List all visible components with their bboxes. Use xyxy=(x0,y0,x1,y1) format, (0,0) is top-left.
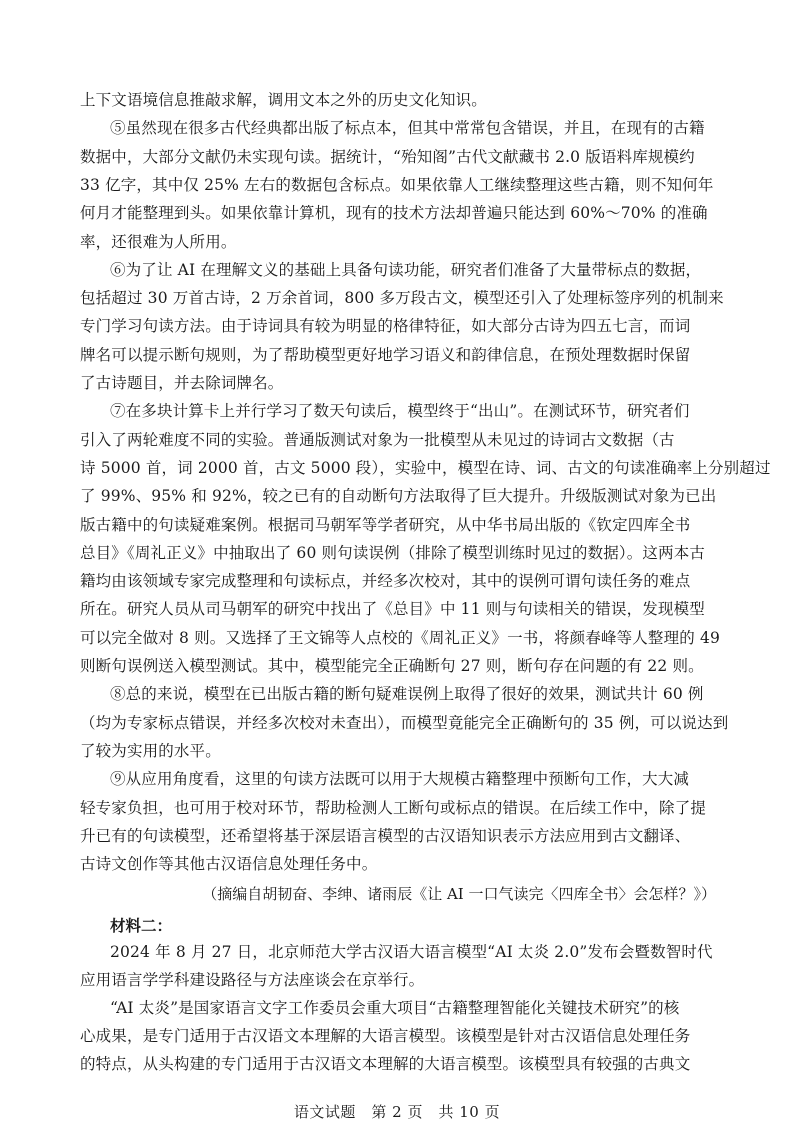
text-line: 所在。研究人员从司马朝军的研究中找出了《总目》中 11 则与句读相关的错误，发现模型 xyxy=(80,600,705,619)
text-line: 籍均由该领域专家完成整理和句读标点，并经多次校对，其中的误例可谓句读任务的难点 xyxy=(80,572,691,591)
text-line: 则断句误例送入模型测试。其中，模型能完全正确断句 27 则，断句存在问题的有 22 则。 xyxy=(80,657,704,675)
paragraph-7-line: ⑦在多块计算卡上并行学习了数天句读后，模型终于“出山”。在测试环节，研究者们 xyxy=(110,402,690,421)
paragraph-9-line: ⑨从应用角度看，这里的句读方法既可以用于大规模古籍整理中预断句工作，大大减 xyxy=(110,770,690,789)
text-line: 总目》《周礼正义》中抽取出了 60 则句读误例（排除了模型训练时见过的数据）。这两本古 xyxy=(80,543,706,562)
text-line: 了 99%、95% 和 92%，较之已有的自动断句方法取得了巨大提升。升级版测试对象为已出 xyxy=(80,487,717,506)
material-heading: 材料二： xyxy=(110,916,173,935)
text-line: 引入了两轮难度不同的实验。普通版测试对象为一批模型从未见过的诗词古文数据（古 xyxy=(80,430,675,449)
text-line: 33 亿字，其中仅 25% 左右的数据包含标点。如果依靠人工继续整理这些古籍，则不知何年 xyxy=(80,175,714,194)
text-line: 了较为实用的水平。 xyxy=(80,741,221,760)
text-line: 何月才能整理到头。如果依靠计算机，现有的技术方法却普遍只能达到 60%～70% 的准确 xyxy=(80,204,708,223)
text-line: 升已有的句读模型，还希望将基于深层语言模型的古汉语知识表示方法应用到古文翻译、 xyxy=(80,826,691,845)
text-line: 可以完全做对 8 则。又选择了王文锦等人点校的《周礼正义》一书，将颜春峰等人整理的 49 xyxy=(80,628,720,647)
paragraph-5-line: ⑤虽然现在很多古代经典都出版了标点本，但其中常常包含错误，并且，在现有的古籍 xyxy=(110,119,705,138)
text-line: 包括超过 30 万首古诗，2 万余首词，800 多万段古文，模型还引入了处理标签序列的机制来 xyxy=(80,289,724,308)
text-line: 心成果，是专门适用于古汉语文本理解的大语言模型。该模型是针对古汉语信息处理任务 xyxy=(80,1027,691,1045)
text-line: 牌名可以提示断句规则，为了帮助模型更好地学习语义和韵律信息，在预处理数据时保留 xyxy=(80,345,691,364)
text-line: 2024 年 8 月 27 日，北京师范大学古汉语大语言模型“AI 太炎 2.0”发布会暨数智时代 xyxy=(110,943,713,961)
text-line: 轻专家负担，也可用于校对环节，帮助检测人工断句或标点的错误。在后续工作中，除了提 xyxy=(80,798,707,817)
text-line: 专门学习句读方法。由于诗词具有较为明显的格律特征，如大部分古诗为四五七言，而词 xyxy=(80,317,691,336)
text-line: （均为专家标点错误，并经多次校对未查出），而模型竟能完全正确断句的 35 例，可以说达到 xyxy=(80,713,729,732)
text-line: 诗 5000 首，词 2000 首，古文 5000 段），实验中，模型在诗、词、古文的句读准确率上分别超过 xyxy=(80,458,771,477)
paragraph-8-line: ⑧总的来说，模型在已出版古籍的断句疑难误例上取得了很好的效果，测试共计 60 例 xyxy=(110,685,704,704)
text-line: “AI 太炎”是国家语言文字工作委员会重大项目“古籍整理智能化关键技术研究”的核 xyxy=(110,999,680,1017)
text-line: 的特点，从头构建的专门适用于古汉语文本理解的大语言模型。该模型具有较强的古典文 xyxy=(80,1055,691,1073)
text-line: 应用语言学学科建设路径与方法座谈会在京举行。 xyxy=(80,971,425,989)
paragraph-6-line: ⑥为了让 AI 在理解文义的基础上具备句读功能，研究者们准备了大量带标点的数据， xyxy=(110,260,702,279)
text-line: 了古诗题目，并去除词牌名。 xyxy=(80,374,284,392)
text-line: 古诗文创作等其他古汉语信息处理任务中。 xyxy=(80,855,378,874)
text-line: 上下文语境信息推敲求解，调用文本之外的历史文化知识。 xyxy=(80,91,487,109)
text-line: 率，还很难为人所用。 xyxy=(80,232,237,251)
page-footer: 语文试题 第 2 页 共 10 页 xyxy=(293,1103,501,1121)
text-line: 版古籍中的句读疑难案例。根据司马朝军等学者研究，从中华书局出版的《钦定四库全书 xyxy=(80,515,691,534)
source-citation: （摘编自胡韧奋、李绅、诸雨辰《让 AI 一口气读完〈四库全书〉会怎样？》） xyxy=(202,885,716,903)
text-line: 数据中，大部分文献仍未实现句读。据统计，“殆知阁”古代文献藏书 2.0 版语料库规模约 xyxy=(80,147,695,166)
